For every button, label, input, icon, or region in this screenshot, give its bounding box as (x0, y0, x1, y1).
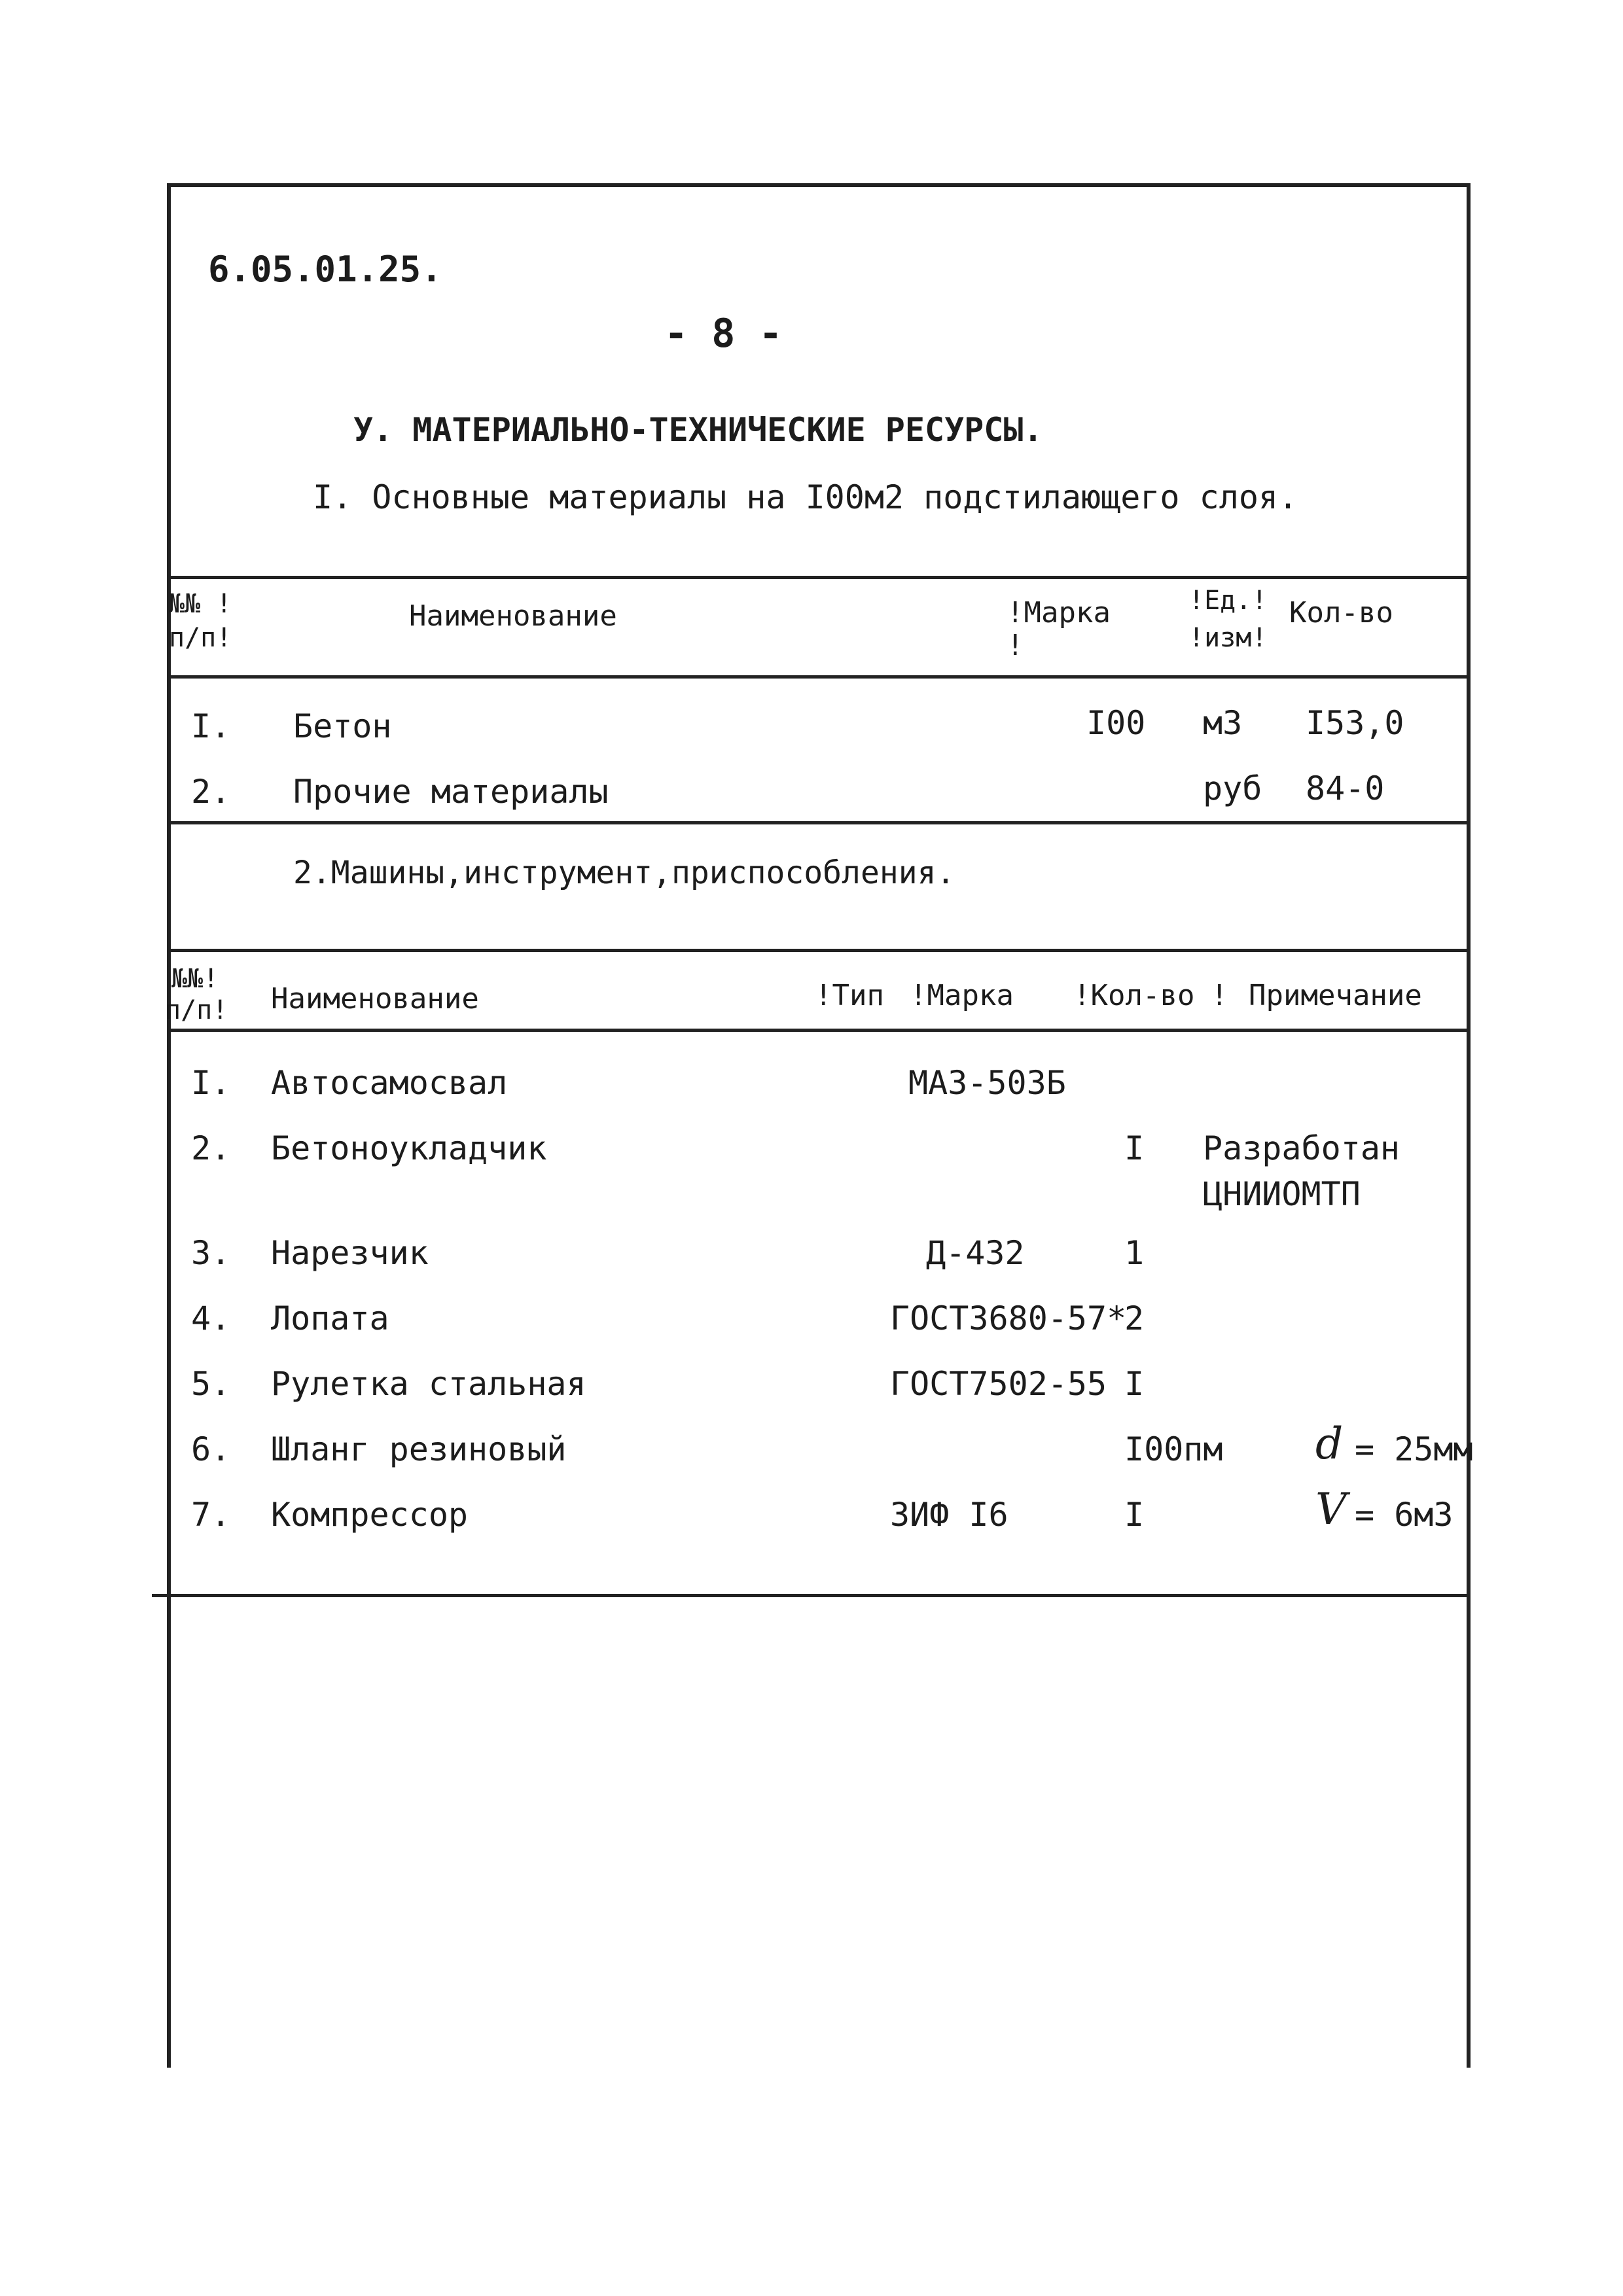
table-cell-name: Шланг резиновый (271, 1430, 567, 1468)
table-cell-num: 5. (191, 1365, 231, 1403)
header-brand-bang: ! (1007, 629, 1024, 662)
table-cell-name: Рулетка стальная (271, 1365, 586, 1403)
table-rule (167, 821, 1471, 824)
table-cell-num: 2. (191, 773, 231, 811)
table-cell-num: I. (191, 707, 231, 745)
table-cell-name: Лопата (271, 1299, 389, 1337)
table-cell-brand: ЗИФ I6 (890, 1496, 1008, 1534)
table-cell-brand: I00 (1086, 704, 1146, 742)
section-title: У. МАТЕРИАЛЬНО-ТЕХНИЧЕСКИЕ РЕСУРСЫ. (353, 411, 1043, 449)
subsection-title-machines: 2.Машины,инструмент,приспособления. (293, 855, 955, 891)
table-cell-name: Компрессор (271, 1496, 469, 1534)
table-cell-qty: 84-0 (1306, 769, 1385, 807)
page-frame-right (1467, 183, 1471, 2068)
table-rule (167, 1029, 1471, 1032)
table-rule (167, 949, 1471, 952)
table-cell-brand: МАЗ-503Б (908, 1064, 1066, 1102)
document-code: 6.05.01.25. (208, 249, 442, 290)
page-frame-top (167, 183, 1471, 187)
header-brand: !Марка (1007, 596, 1111, 629)
page-number: - 8 - (664, 311, 783, 357)
table-cell-qty: I (1124, 1129, 1145, 1167)
header-note-bang: ! (1211, 979, 1228, 1012)
header-qty: Кол-во (1289, 596, 1393, 629)
table-cell-name: Автосамосвал (271, 1064, 508, 1102)
header-num-bottom: п/п! (169, 623, 232, 653)
table-cell-note: = 25мм (1355, 1430, 1473, 1468)
table-cell-brand: ГОСТ7502-55 (890, 1365, 1107, 1403)
subsection-title-materials: I. Основные материалы на I00м2 подстилающего слоя. (313, 478, 1298, 516)
header-num-top: №№! (171, 964, 219, 994)
table-cell-qty: I53,0 (1306, 704, 1404, 742)
table-cell-qty: 1 (1124, 1234, 1145, 1272)
table-cell-note-symbol: d (1315, 1419, 1344, 1469)
header-num-bottom: п/п! (165, 995, 228, 1025)
table-cell-num: 2. (191, 1129, 231, 1167)
table-rule (167, 576, 1471, 579)
header-unit-top: !Ед.! (1188, 586, 1268, 616)
table-rule (167, 675, 1471, 679)
table-cell-note: Разработан (1203, 1129, 1400, 1167)
table-cell-unit: руб (1203, 769, 1262, 807)
header-unit-bottom: !изм! (1188, 623, 1268, 653)
table-cell-name: Нарезчик (271, 1234, 429, 1272)
table-cell-qty: I (1124, 1496, 1145, 1534)
header-brand: !Марка (910, 979, 1014, 1012)
table-cell-name: Бетоноукладчик (271, 1129, 547, 1167)
page-frame-left (167, 183, 171, 2068)
table-cell-brand: ГОСТ3680-57* (890, 1299, 1127, 1337)
table-bottom-rule (152, 1594, 1471, 1597)
table-cell-num: 7. (191, 1496, 231, 1534)
table-cell-num: 6. (191, 1430, 231, 1468)
header-qty: !Кол-во (1073, 979, 1195, 1012)
table-cell-qty: I (1124, 1365, 1145, 1403)
table-cell-name: Бетон (293, 707, 392, 745)
table-cell-unit: м3 (1203, 704, 1243, 742)
table-cell-note-symbol: V (1315, 1484, 1347, 1534)
table-cell-num: I. (191, 1064, 231, 1102)
table-cell-qty: I00пм (1124, 1430, 1223, 1468)
table-cell-name: Прочие материалы (293, 773, 609, 811)
header-name: Наименование (271, 982, 479, 1016)
table-cell-note-line2: ЦНИИОМТП (1203, 1175, 1361, 1213)
table-cell-num: 4. (191, 1299, 231, 1337)
header-num-top: №№ ! (169, 589, 232, 619)
header-type: !Тип (815, 979, 884, 1012)
table-cell-num: 3. (191, 1234, 231, 1272)
header-note: Примечание (1249, 979, 1422, 1012)
table-cell-qty: 2 (1124, 1299, 1145, 1337)
table-cell-brand: Д-432 (926, 1234, 1025, 1272)
table-cell-note: = 6м3 (1355, 1496, 1454, 1534)
header-name: Наименование (409, 599, 617, 633)
